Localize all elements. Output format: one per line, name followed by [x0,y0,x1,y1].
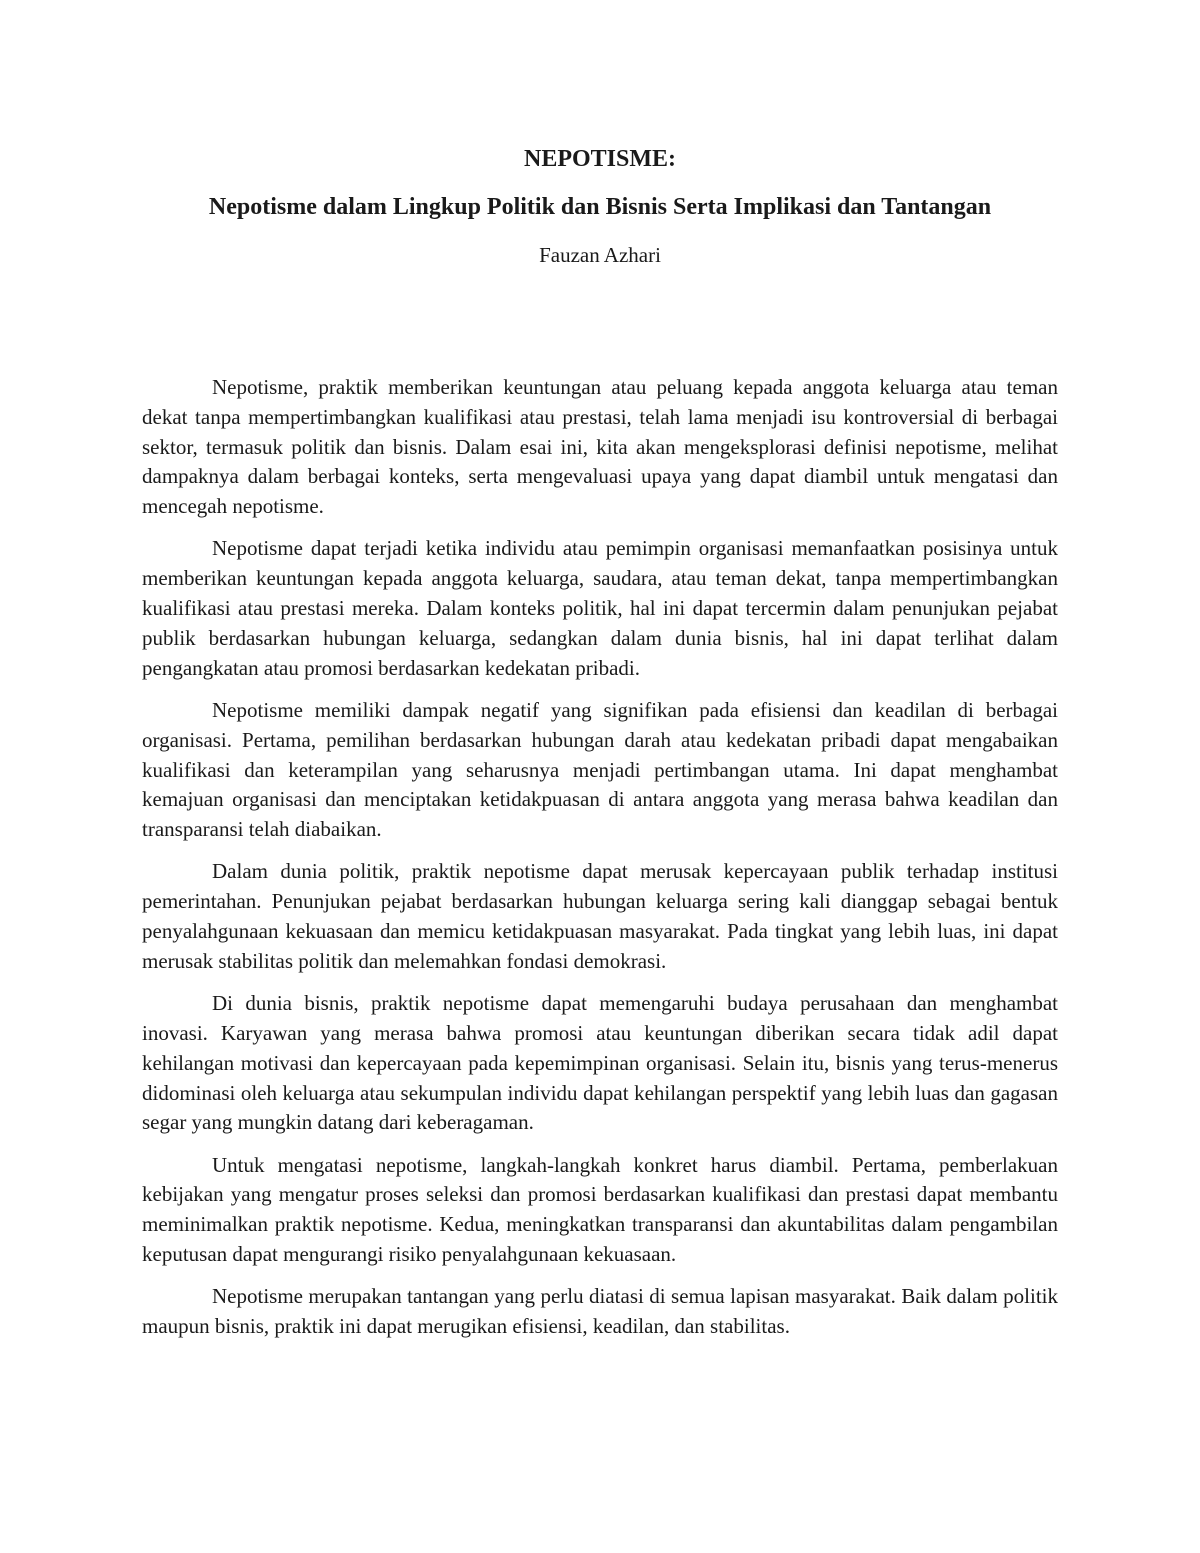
document-title: NEPOTISME: [523,146,676,172]
document-subtitle: Nepotisme dalam Lingkup Politik dan Bisnis Serta Implikasi dan Tantangan [208,194,992,220]
body-paragraph: Nepotisme merupakan tantangan yang perlu diatasi di semua lapisan masyarakat. Baik dalam politik maupun bisnis, praktik ini dapat merugikan efisiensi, keadilan, dan stabilitas. [142,1284,1058,1339]
author-name: Fauzan Azhari [539,243,661,267]
body-paragraph: Untuk mengatasi nepotisme, langkah-langkah konkret harus diambil. Pertama, pemberlakuan kebijakan yang mengatur proses seleksi dan promosi berdasarkan kualifikasi dan prestasi dapat membantu meminimalkan praktik nepotisme. Kedua, meningkatkan transparansi dan akuntabilitas dalam pengambilan keputusan dapat mengurangi risiko penyalahgunaan kekuasaan. [142,1152,1058,1267]
document-body [142,373,1058,1342]
body-paragraph: Di dunia bisnis, praktik nepotisme dapat memengaruhi budaya perusahaan dan menghambat inovasi. Karyawan yang merasa bahwa promosi atau keuntungan diberikan secara tidak adil dapat kehilangan motivasi dan kepercayaan pada kepemimpinan organisasi. Selain itu, bisnis yang terus-menerus didominasi oleh keluarga atau sekumpulan individu dapat kehilangan perspektif yang lebih luas dan gagasan segar yang mungkin datang dari keberagaman. [142,991,1058,1135]
body-paragraph: Dalam dunia politik, praktik nepotisme dapat merusak kepercayaan publik terhadap institusi pemerintahan. Penunjukan pejabat berdasarkan hubungan keluarga sering kali dianggap sebagai bentuk penyalahgunaan kekuasaan dan memicu ketidakpuasan masyarakat. Pada tingkat yang lebih luas, ini dapat merusak stabilitas politik dan melemahkan fondasi demokrasi. [142,859,1058,973]
body-paragraph: Nepotisme dapat terjadi ketika individu atau pemimpin organisasi memanfaatkan posisinya untuk memberikan keuntungan kepada anggota keluarga, saudara, atau teman dekat, tanpa mempertimbangkan kualifikasi atau prestasi mereka. Dalam konteks politik, hal ini dapat tercermin dalam penunjukan pejabat publik berdasarkan hubungan keluarga, sedangkan dalam dunia bisnis, hal ini dapat terlihat dalam pengangkatan atau promosi berdasarkan kedekatan pribadi. [142,536,1058,680]
body-paragraph: Nepotisme, praktik memberikan keuntungan atau peluang kepada anggota keluarga atau teman dekat tanpa mempertimbangkan kualifikasi atau prestasi, telah lama menjadi isu kontroversial di berbagai sektor, termasuk politik dan bisnis. Dalam esai ini, kita akan mengeksplorasi definisi nepotisme, melihat dampaknya dalam berbagai konteks, serta mengevaluasi upaya yang dapat diambil untuk mengatasi dan mencegah nepotisme. [142,375,1058,519]
body-paragraph: Nepotisme memiliki dampak negatif yang signifikan pada efisiensi dan keadilan di berbagai organisasi. Pertama, pemilihan berdasarkan hubungan darah atau kedekatan pribadi dapat mengabaikan kualifikasi dan keterampilan yang seharusnya menjadi pertimbangan utama. Ini dapat menghambat kemajuan organisasi dan menciptakan ketidakpuasan di antara anggota yang merasa bahwa keadilan dan transparansi telah diabaikan. [142,697,1058,842]
